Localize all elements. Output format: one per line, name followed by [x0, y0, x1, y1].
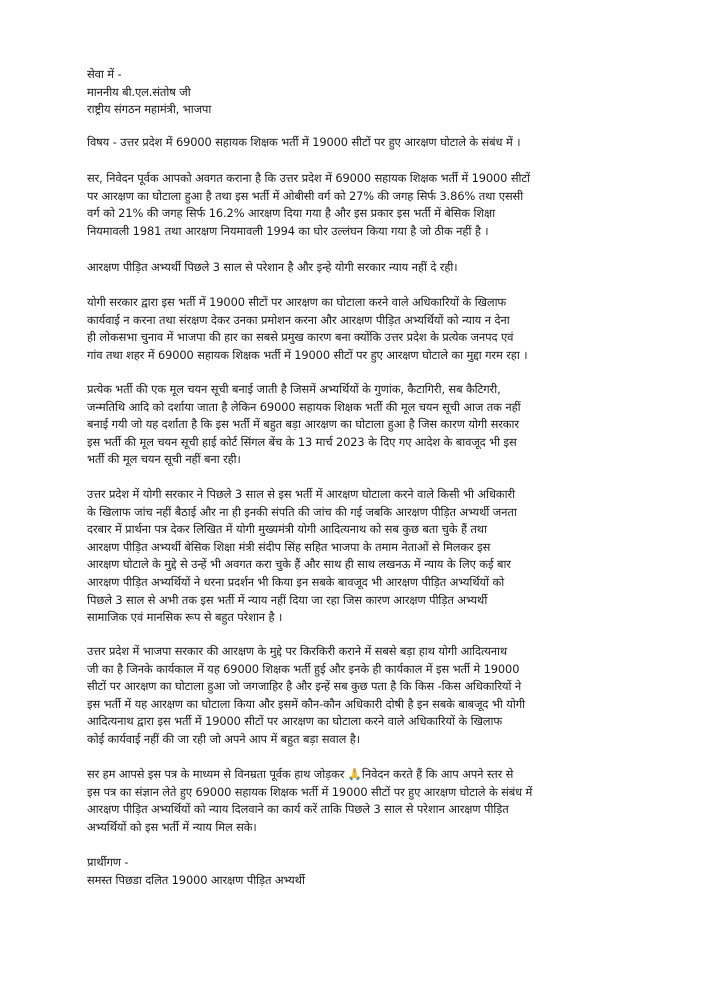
paragraph-line: वर्ग को 21% की जगह सिर्फ 16.2% आरक्षण दिया गया है और इस प्रकार इस भर्ती में बेसिक शिक्षा: [87, 206, 496, 221]
paragraph-line: जी का है जिनके कार्यकाल में यह 69000 शिक्षक भर्ती हुई और इनके ही कार्यकाल में इस भर्ती मे 19000: [87, 661, 520, 676]
paragraph-3: [87, 294, 647, 364]
paragraph-line: उत्तर प्रदेश में भाजपा सरकार की आरक्षण के मुद्दे पर किरकिरी कराने में सबसे बड़ा हाथ योगी आदित्यनाथ: [87, 644, 508, 658]
paragraph-line: पिछले 3 साल से अभी तक इस भर्ती में न्याय नहीं दिया जा रहा जिस कारण आरक्षण पीड़ित अभ्यर्थी: [87, 592, 488, 607]
paragraph-7: [87, 766, 647, 836]
paragraph-line: प्रत्येक भर्ती की एक मूल चयन सूची बनाई जाती है जिसमें अभ्यर्थियों के गुणांक, कैटागिरी, सब कैटिगरी,: [87, 382, 501, 396]
paragraph-line: ही लोकसभा चुनाव में भाजपा की हार का सबसे प्रमुख कारण बना क्योंकि उत्तर प्रदेश के प्रत्येक जनपद एवं: [87, 330, 514, 345]
paragraph-2: [87, 259, 647, 277]
address-line: सेवा में -: [87, 67, 122, 81]
paragraph-line: आरक्षण घोटाले के मुद्दे से उन्हें भी अवगत करा चुके हैं और साथ ही साथ लखनऊ में न्याय के लिए कई बार: [87, 557, 511, 572]
paragraph-line: आरक्षण पीड़ित अभ्यर्थी बेसिक शिक्षा मंत्री संदीप सिंह सहित भाजपा के तमाम नेताओं से मिलकर इस: [87, 539, 491, 554]
paragraph-line: गांव तथा शहर में 69000 सहायक शिक्षक भर्ती में 19000 सीटों पर हुए आरक्षण घोटाले का मुद्दा गरम रहा ।: [87, 347, 528, 362]
paragraph-line: पर आरक्षण का घोटाला हुआ है तथा इस भर्ती में ओबीसी वर्ग को 27% की जगह सिर्फ 3.86% तथा एससी: [87, 188, 524, 203]
paragraph-line: सामाजिक एवं मानसिक रूप से बहुत परेशान है ।: [87, 610, 283, 625]
subject-line: [87, 134, 647, 152]
paragraph-line: आरक्षण पीड़ित अभ्यर्थियों ने धरना प्रदर्शन भी किया इन सबके बावजूद भी आरक्षण पीड़ित अभ्यर्थियों को: [87, 574, 505, 589]
paragraph-line: सर, निवेदन पूर्वक आपको अवगत कराना है कि उत्तर प्रदेश में 69000 सहायक शिक्षक भर्ती में 19000 सीटों: [87, 171, 530, 185]
paragraph-line: दरबार में प्रार्थना पत्र देकर लिखित में योगी मुख्यमंत्री योगी आदित्यनाथ को सब कुछ बता चुके हैं तथा: [87, 522, 487, 537]
paragraph-line: इस भर्ती में यह आरक्षण का घोटाला किया और इसमें कौन-कौन अधिकारी दोषी है इन सबके बाबजूद भी योगी: [87, 696, 526, 711]
paragraph-line: कोई कार्यवाई नहीं की जा रही जो अपने आप में बहुत बड़ा सवाल है।: [87, 731, 360, 746]
closing-line: प्रार्थीगण -: [87, 855, 129, 869]
paragraph-6: [87, 643, 647, 749]
closing-signature: [87, 854, 647, 889]
paragraph-line: सीटों पर आरक्षण का घोटाला हुआ जो जगजाहिर है और इन्हें सब कुछ पता है कि किस -किस अधिकारियों ने: [87, 679, 522, 694]
paragraph-line: इस भर्ती की मूल चयन सूची हाई कोर्ट सिंगल बेंच के 13 मार्च 2023 के दिए गए आदेश के बावजूद भी इस: [87, 434, 517, 449]
paragraph-line: के खिलाफ जांच नहीं बैठाई और ना ही इनकी संपति की जांच की गई जबकि आरक्षण पीड़ित अभ्यर्थी जनता: [87, 504, 517, 519]
paragraph-line: इस पत्र का संज्ञान लेते हुए 69000 सहायक शिक्षक भर्ती में 19000 सीटों पर हुए आरक्षण घोटाले के संबंध में: [87, 784, 533, 799]
paragraph-line: भर्ती की मूल चयन सूची नहीं बना रही।: [87, 452, 241, 467]
closing-line: समस्त पिछडा दलित 19000 आरक्षण पीड़ित अभ्यर्थी: [87, 872, 305, 887]
paragraph-line: बनाई गयी जो यह दर्शाता है कि इस भर्ती में बहुत बड़ा आरक्षण का घोटाला हुआ है जिस कारण योगी सरकार: [87, 417, 519, 432]
paragraph-line: कार्यवाई न करना तथा संरक्षण देकर उनका प्रमोशन करना और आरक्षण पीड़ित अभ्यर्थियों को न्याय न देना: [87, 312, 510, 327]
paragraph-line: उत्तर प्रदेश में योगी सरकार ने पिछले 3 साल से इस भर्ती में आरक्षण घोटाला करने वाले किसी भी अधिकारी: [87, 487, 515, 501]
paragraph-line: योगी सरकार द्वारा इस भर्ती में 19000 सीटों पर आरक्षण का घोटाला करने वाले अधिकारियों के खिलाफ: [87, 295, 507, 309]
address-line: माननीय बी.एल.संतोष जी: [87, 84, 191, 99]
paragraph-4: [87, 381, 647, 469]
paragraph-line: आरक्षण पीड़ित अभ्यर्थी पिछले 3 साल से परेशान है और इन्हे योगी सरकार न्याय नहीं दे रही।: [87, 260, 458, 274]
recipient-address: [87, 66, 647, 119]
address-line: राष्ट्रीय संगठन महामंत्री, भाजपा: [87, 102, 212, 117]
subject-text: विषय - उत्तर प्रदेश में 69000 सहायक शिक्षक भर्ती में 19000 सीटों पर हुए आरक्षण घोटाले के संबंध में ।: [87, 135, 521, 149]
paragraph-line: जन्मतिथि आदि को दर्शाया जाता है लेकिन 69000 सहायक शिक्षक भर्ती की मूल चयन सूची आज तक नहीं: [87, 399, 521, 414]
paragraph-line: अभ्यर्थियों को इस भर्ती में न्याय मिल सके।: [87, 819, 257, 834]
paragraph-line: आरक्षण पीड़ित अभ्यर्थियों को न्याय दिलवाने का कार्य करें ताकि पिछले 3 साल से परेशान आरक्षण पीड़ित: [87, 802, 509, 817]
paragraph-1: [87, 170, 647, 240]
paragraph-line: नियमावली 1981 तथा आरक्षण नियमावली 1994 का घोर उल्लंघन किया गया है जो ठीक नहीं है ।: [87, 223, 489, 238]
paragraph-line: सर हम आपसे इस पत्र के माध्यम से विनम्रता पूर्वक हाथ जोड़कर 🙏निवेदन करते हैं कि आप अपने स्तर से: [87, 767, 514, 781]
paragraph-line: आदित्यनाथ द्वारा इस भर्ती में 19000 सीटों पर आरक्षण का घोटाला करने वाले अधिकारियों के खिलाफ: [87, 714, 503, 729]
paragraph-5: [87, 486, 647, 627]
